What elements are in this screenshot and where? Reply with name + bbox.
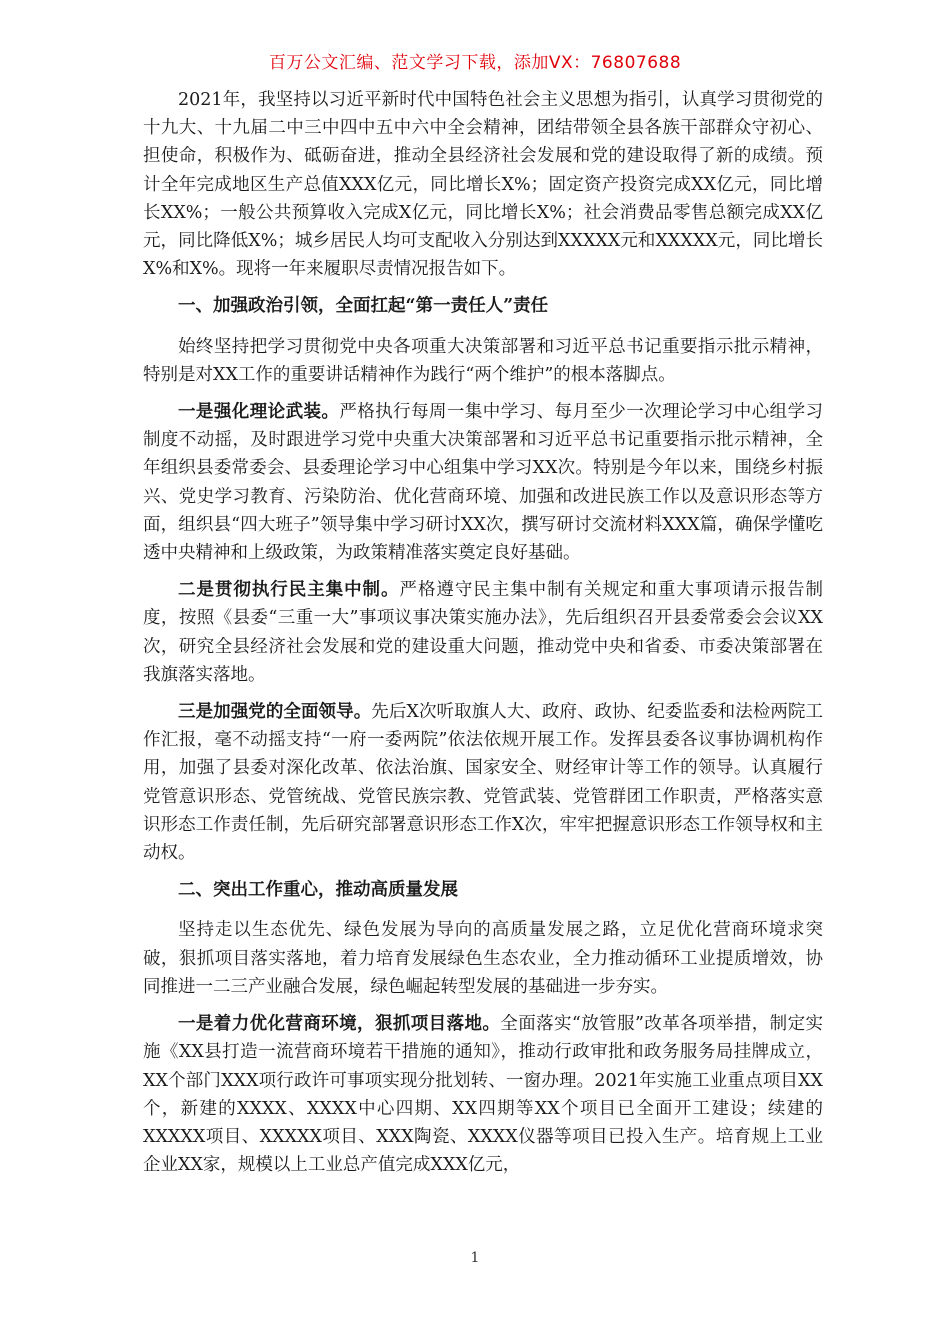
item-text: 全面落实“放管服”改革各项举措，制定实施《XX县打造一流营商环境若干措施的通知》，推动行政审批和政务服务局挂牌成立，XX个部门XXX项行政许可事项实现分批划转、一窗办理。2021年实施工业重点项目XX个，新建的XXXX、XXXX中心四期、XX四期等XX个项目已全面开工建设；续建的XXXXX项目、XXXXX项目、XXX陶瓷、XXXX仪器等项目已投入生产。培育规上工业企业XX家，规模以上工业总产值完成XXX亿元， bbox=[143, 1014, 823, 1176]
section-1-item-2 bbox=[143, 576, 823, 689]
intro-paragraph: 2021年，我坚持以习近平新时代中国特色社会主义思想为指引，认真学习贯彻党的十九大、十九届二中三中四中五中六中全会精神，团结带领全县各族干部群众守初心、担使命，积极作为、砥砺奋进，推动全县经济社会发展和党的建设取得了新的成绩。预计全年完成地区生产总值XXX亿元，同比增长X%；固定资产投资完成XX亿元，同比增长XX%；一般公共预算收入完成X亿元，同比增长X%；社会消费品零售总额完成XX亿元，同比降低X%；城乡居民人均可支配收入分别达到XXXXX元和XXXXX元，同比增长X%和X%。现将一年来履职尽责情况报告如下。 bbox=[143, 90, 823, 280]
item-lead: 一是着力优化营商环境，狠抓项目落地。 bbox=[178, 1014, 501, 1035]
section-1-item-1 bbox=[143, 398, 823, 567]
section-heading-2: 二、突出工作重心，推动高质量发展 bbox=[178, 880, 458, 901]
section-2-item-1 bbox=[143, 1010, 823, 1179]
section-1-item-3 bbox=[143, 698, 823, 867]
item-text: 严格遵守民主集中制有关规定和重大事项请示报告制度，按照《县委“三重一大”事项议事决策实施办法》，先后组织召开县委常委会会议XX次，研究全县经济社会发展和党的建设重大问题，推动党中央和省委、市委决策部署在我旗落实落地。 bbox=[143, 580, 824, 685]
item-text: 先后X次听取旗人大、政府、政协、纪委监委和法检两院工作汇报，毫不动摇支持“一府一委两院”依法依规开展工作。发挥县委各议事协调机构作用，加强了县委对深化改革、依法治旗、国家安全、财经审计等工作的领导。认真履行党管意识形态、党管统战、党管民族宗教、党管武装、党管群团工作职责，严格落实意识形态工作责任制，先后研究部署意识形态工作X次，牢牢把握意识形态工作领导权和主动权。 bbox=[143, 702, 823, 864]
header-banner: 百万公文汇编、范文学习下载，添加VX：76807688 bbox=[268, 53, 682, 73]
section-2-intro: 坚持走以生态优先、绿色发展为导向的高质量发展之路，立足优化营商环境求突破，狠抓项目落实落地，着力培育发展绿色生态农业，全力推动循环工业提质增效，协同推进一二三产业融合发展，绿色崛起转型发展的基础进一步夯实。 bbox=[143, 920, 823, 997]
page-number: 1 bbox=[470, 1250, 480, 1266]
section-heading-1: 一、加强政治引领，全面扛起“第一责任人”责任 bbox=[178, 296, 549, 317]
item-lead: 一是强化理论武装。 bbox=[178, 402, 340, 423]
document-body bbox=[143, 86, 823, 1188]
item-text: 严格执行每周一集中学习、每月至少一次理论学习中心组学习制度不动摇，及时跟进学习党中央重大决策部署和习近平总书记重要指示批示精神，全年组织县委常委会、县委理论学习中心组集中学习XX次。特别是今年以来，围绕乡村振兴、党史学习教育、污染防治、优化营商环境、加强和改进民族工作以及意识形态等方面，组织县“四大班子”领导集中学习研讨XX次，撰写研讨交流材料XXX篇，确保学懂吃透中央精神和上级政策，为政策精准落实奠定良好基础。 bbox=[143, 402, 824, 564]
item-lead: 二是贯彻执行民主集中制。 bbox=[178, 580, 400, 601]
item-lead: 三是加强党的全面领导。 bbox=[178, 702, 372, 723]
section-1-intro: 始终坚持把学习贯彻党中央各项重大决策部署和习近平总书记重要指示批示精神，特别是对XX工作的重要讲话精神作为践行“两个维护”的根本落脚点。 bbox=[143, 336, 823, 385]
